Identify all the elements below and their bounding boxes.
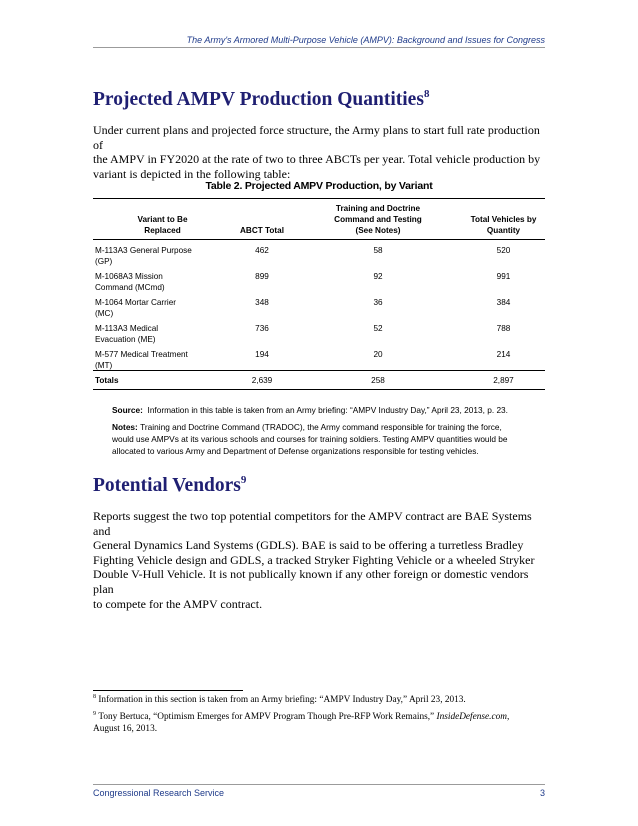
footnote-8 bbox=[93, 694, 545, 706]
cell-total: 991 bbox=[496, 272, 511, 281]
cell-line: M-113A3 Medical bbox=[95, 324, 159, 333]
cell-line: Evacuation (ME) bbox=[95, 335, 156, 344]
table-row bbox=[93, 240, 545, 266]
column-header-abct bbox=[230, 199, 294, 239]
cell-abct: 462 bbox=[255, 246, 269, 255]
cell-tradoc: 36 bbox=[373, 298, 383, 307]
page-number: 3 bbox=[539, 788, 545, 798]
cell-line: M-113A3 General Purpose bbox=[95, 246, 192, 255]
cell-tradoc: 92 bbox=[373, 272, 383, 281]
cell-variant bbox=[93, 349, 230, 371]
running-header: The Army's Armored Multi-Purpose Vehicle (AMPV): Background and Issues for Congress bbox=[186, 35, 545, 45]
footnote-italic: InsideDefense.com, bbox=[436, 712, 510, 722]
section-heading-production bbox=[93, 88, 429, 112]
paragraph-line: to compete for the AMPV contract. bbox=[93, 596, 263, 611]
paragraph-line: Fighting Vehicle design and GDLS, a tracked Stryker Fighting Vehicle or a wheeled Stryker bbox=[93, 552, 535, 567]
cell-variant bbox=[93, 245, 230, 267]
header-rule bbox=[93, 47, 545, 48]
column-header-variant bbox=[93, 199, 230, 239]
section-heading-text: Projected AMPV Production Quantities bbox=[93, 89, 424, 110]
footnote-separator bbox=[93, 690, 243, 691]
cell-variant bbox=[93, 297, 230, 319]
production-paragraph bbox=[93, 123, 549, 181]
table-notes bbox=[112, 421, 545, 457]
section-heading-text: Potential Vendors bbox=[93, 475, 241, 496]
cell-abct: 899 bbox=[255, 272, 269, 281]
paragraph-line: General Dynamics Land Systems (GDLS). BAE is said to be offering a turretless Bradley bbox=[93, 538, 524, 553]
paragraph-line: Under current plans and projected force structure, the Army plans to start full rate production of bbox=[93, 123, 540, 152]
source-text: Information in this table is taken from an Army briefing: “AMPV Industry Day,” April 23, 2013, p. 23. bbox=[147, 405, 508, 415]
header-line: Replaced bbox=[144, 226, 181, 235]
header-line: Command and Testing bbox=[334, 215, 422, 224]
footnote-text: Tony Bertuca, “Optimism Emerges for AMPV Program Though Pre-RFP Work Remains,” bbox=[98, 712, 437, 722]
header-line: Quantity bbox=[486, 226, 521, 235]
header-line: Total Vehicles by bbox=[470, 215, 537, 224]
header-line: Variant to Be bbox=[137, 215, 188, 224]
cell-line: (MT) bbox=[95, 361, 113, 370]
cell-line: M-1068A3 Mission bbox=[95, 272, 163, 281]
table-row bbox=[93, 344, 545, 370]
cell-tradoc: 52 bbox=[373, 324, 383, 333]
paragraph-line: variant is depicted in the following table: bbox=[93, 166, 291, 181]
production-table bbox=[93, 198, 545, 390]
footnote-9 bbox=[93, 711, 545, 735]
cell-abct: 736 bbox=[255, 324, 269, 333]
cell-tradoc: 58 bbox=[373, 246, 383, 255]
notes-line-1 bbox=[112, 421, 545, 433]
cell-line: M-1064 Mortar Carrier bbox=[95, 298, 176, 307]
table-caption: Table 2. Projected AMPV Production, by Variant bbox=[205, 180, 433, 192]
header-line: (See Notes) bbox=[355, 226, 401, 235]
totals-label: Totals bbox=[95, 376, 119, 385]
cell-line: Command (MCmd) bbox=[95, 283, 165, 292]
footnote-ref: 9 bbox=[240, 474, 247, 486]
header-line: ABCT Total bbox=[240, 226, 284, 235]
column-header-total bbox=[462, 199, 545, 239]
cell-variant bbox=[93, 323, 230, 345]
totals-total: 2,897 bbox=[493, 376, 514, 385]
notes-label: Notes: bbox=[112, 422, 138, 432]
cell-tradoc: 20 bbox=[373, 350, 383, 359]
footnote-number: 9 bbox=[93, 711, 96, 717]
footnote-number: 8 bbox=[93, 694, 96, 700]
notes-line: would use AMPVs at its various schools and courses for training soldiers. Testing AMPV quantities would be bbox=[112, 434, 508, 444]
column-header-tradoc bbox=[294, 199, 462, 239]
notes-line: allocated to various Army and Department of Defense organizations responsible for testing vehicles. bbox=[112, 446, 479, 456]
source-label: Source: bbox=[112, 405, 143, 415]
table-row bbox=[93, 266, 545, 292]
table-header-row bbox=[93, 198, 545, 240]
footer-rule bbox=[93, 784, 545, 785]
footnote-text: Information in this section is taken from an Army briefing: “AMPV Industry Day,” April 23, 2013. bbox=[98, 695, 466, 705]
cell-abct: 348 bbox=[255, 298, 269, 307]
paragraph-line: the AMPV in FY2020 at the rate of two to three ABCTs per year. Total vehicle production by bbox=[93, 152, 541, 167]
totals-abct: 2,639 bbox=[251, 376, 273, 385]
paragraph-line: Double V-Hull Vehicle. It is not publically known if any other foreign or domestic vendors plan bbox=[93, 567, 529, 596]
paragraph-line: Reports suggest the two top potential competitors for the AMPV contract are BAE Systems and bbox=[93, 509, 532, 538]
table-row bbox=[93, 318, 545, 344]
footnote-ref: 8 bbox=[423, 88, 430, 100]
cell-line: (GP) bbox=[95, 257, 113, 266]
footnote-text: August 16, 2013. bbox=[93, 724, 158, 734]
table-source bbox=[112, 404, 545, 416]
cell-line: (MC) bbox=[95, 309, 114, 318]
header-line: Training and Doctrine bbox=[335, 204, 421, 213]
notes-text: Training and Doctrine Command (TRADOC), the Army command responsible for training the force, bbox=[140, 422, 502, 432]
cell-variant bbox=[93, 271, 230, 293]
cell-total: 520 bbox=[496, 246, 511, 255]
totals-tradoc: 258 bbox=[371, 376, 385, 385]
vendors-paragraph bbox=[93, 509, 549, 611]
cell-total: 384 bbox=[496, 298, 511, 307]
footer-org: Congressional Research Service bbox=[93, 788, 225, 798]
table-totals-row bbox=[93, 370, 545, 390]
section-heading-vendors bbox=[93, 474, 246, 498]
cell-total: 788 bbox=[496, 324, 511, 333]
table-row bbox=[93, 292, 545, 318]
cell-line: M-577 Medical Treatment bbox=[95, 350, 188, 359]
cell-total: 214 bbox=[496, 350, 511, 359]
cell-abct: 194 bbox=[255, 350, 269, 359]
